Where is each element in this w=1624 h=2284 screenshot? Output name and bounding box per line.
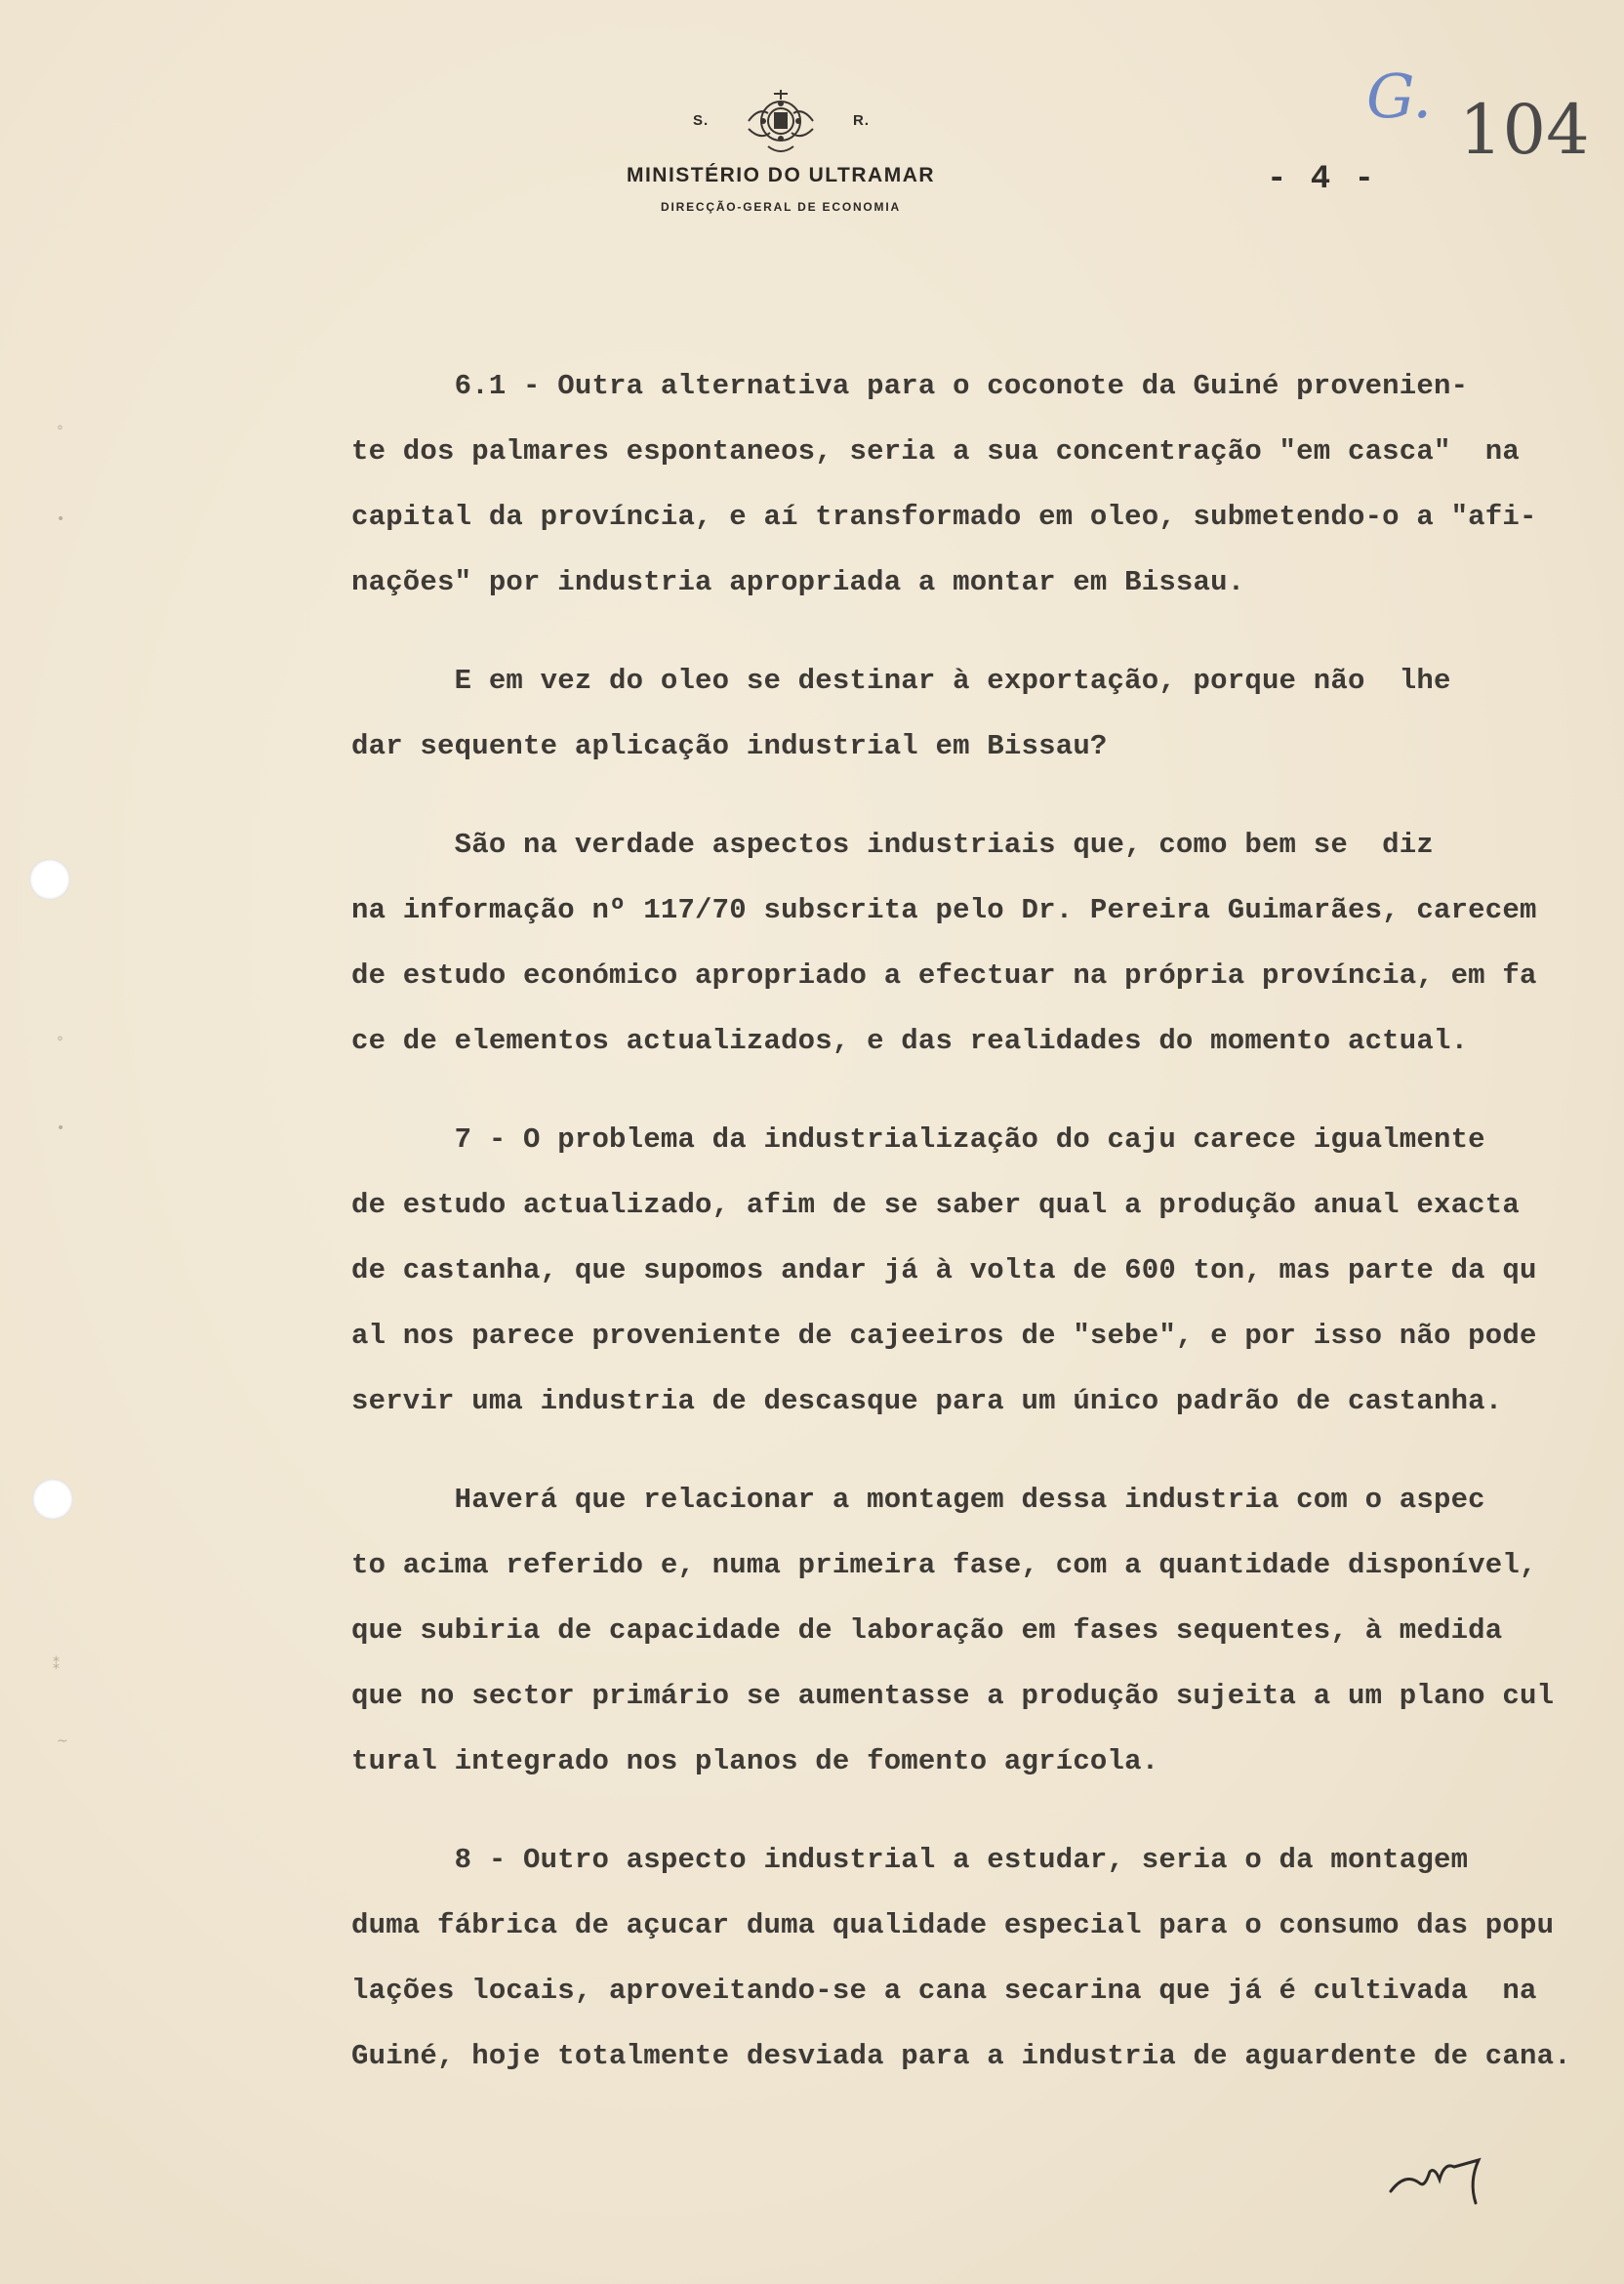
text-line: de castanha, que supomos andar já à volta de 600 ton, mas parte da qu bbox=[351, 1254, 1537, 1286]
text-line: ce de elementos actualizados, e das realidades do momento actual. bbox=[351, 1025, 1469, 1057]
text-line: Haverá que relacionar a montagem dessa industria com o aspec bbox=[351, 1484, 1485, 1516]
paragraph-aspectos-industriais bbox=[351, 812, 1591, 1074]
document-body bbox=[351, 353, 1591, 2122]
text-line: que no sector primário se aumentasse a produção sujeita a um plano cul bbox=[351, 1680, 1555, 1712]
text-line: lações locais, aproveitando-se a cana secarina que já é cultivada na bbox=[351, 1975, 1537, 2007]
margin-mark: ° bbox=[57, 1035, 63, 1050]
paragraph-oleo-question bbox=[351, 648, 1591, 779]
margin-mark: ~ bbox=[57, 1733, 68, 1749]
coat-of-arms-icon bbox=[739, 86, 823, 160]
handwritten-folio-number: 104 bbox=[1459, 90, 1590, 170]
directorate-subtitle: DIRECÇÃO-GERAL DE ECONOMIA bbox=[661, 200, 901, 214]
handwritten-annotation: G. bbox=[1366, 61, 1433, 132]
text-line: duma fábrica de açucar duma qualidade especial para o consumo das popu bbox=[351, 1909, 1555, 1941]
text-line: 8 - Outro aspecto industrial a estudar, seria o da montagem bbox=[351, 1844, 1469, 1876]
text-line: 6.1 - Outra alternativa para o coconote da Guiné provenien- bbox=[351, 370, 1469, 402]
margin-mark: • bbox=[57, 1121, 65, 1136]
text-line: na informação nº 117/70 subscrita pelo Dr. Pereira Guimarães, carecem bbox=[351, 894, 1537, 926]
text-line: te dos palmares espontaneos, seria a sua concentração "em casca" na bbox=[351, 435, 1520, 468]
handwritten-signature bbox=[1386, 2142, 1503, 2221]
text-line: de estudo actualizado, afim de se saber qual a produção anual exacta bbox=[351, 1189, 1520, 1221]
text-line: capital da província, e aí transformado em oleo, submetendo-o a "afi- bbox=[351, 501, 1537, 533]
text-line: tural integrado nos planos de fomento agrícola. bbox=[351, 1745, 1159, 1777]
text-line: de estudo económico apropriado a efectuar na própria província, em fa bbox=[351, 959, 1537, 992]
text-line: 7 - O problema da industrialização do caju carece igualmente bbox=[351, 1123, 1485, 1156]
paragraph-6-1 bbox=[351, 353, 1591, 615]
text-line: servir uma industria de descasque para um único padrão de castanha. bbox=[351, 1385, 1503, 1417]
text-line: dar sequente aplicação industrial em Bissau? bbox=[351, 730, 1108, 762]
punch-hole-bottom bbox=[32, 1479, 73, 1520]
margin-mark: • bbox=[57, 511, 65, 527]
paragraph-montagem bbox=[351, 1467, 1591, 1794]
header-initial-s: S. bbox=[693, 112, 710, 129]
text-line: E em vez do oleo se destinar à exportação, porque não lhe bbox=[351, 665, 1451, 697]
text-line: São na verdade aspectos industriais que, como bem se diz bbox=[351, 829, 1434, 861]
margin-mark: ⁑ bbox=[53, 1657, 60, 1673]
text-line: que subiria de capacidade de laboração em fases sequentes, à medida bbox=[351, 1614, 1503, 1647]
margin-mark: ° bbox=[57, 424, 63, 439]
header-initial-r: R. bbox=[853, 112, 870, 129]
ministry-title: MINISTÉRIO DO ULTRAMAR bbox=[626, 164, 936, 186]
page-number: - 4 - bbox=[1267, 161, 1377, 198]
text-line: to acima referido e, numa primeira fase, com a quantidade disponível, bbox=[351, 1549, 1537, 1581]
punch-hole-top bbox=[29, 859, 70, 900]
paragraph-7-caju bbox=[351, 1107, 1591, 1434]
text-line: Guiné, hoje totalmente desviada para a industria de aguardente de cana. bbox=[351, 2040, 1571, 2072]
paragraph-8-acucar bbox=[351, 1827, 1591, 2089]
text-line: nações" por industria apropriada a montar em Bissau. bbox=[351, 566, 1245, 598]
text-line: al nos parece proveniente de cajeeiros de "sebe", e por isso não pode bbox=[351, 1320, 1537, 1352]
